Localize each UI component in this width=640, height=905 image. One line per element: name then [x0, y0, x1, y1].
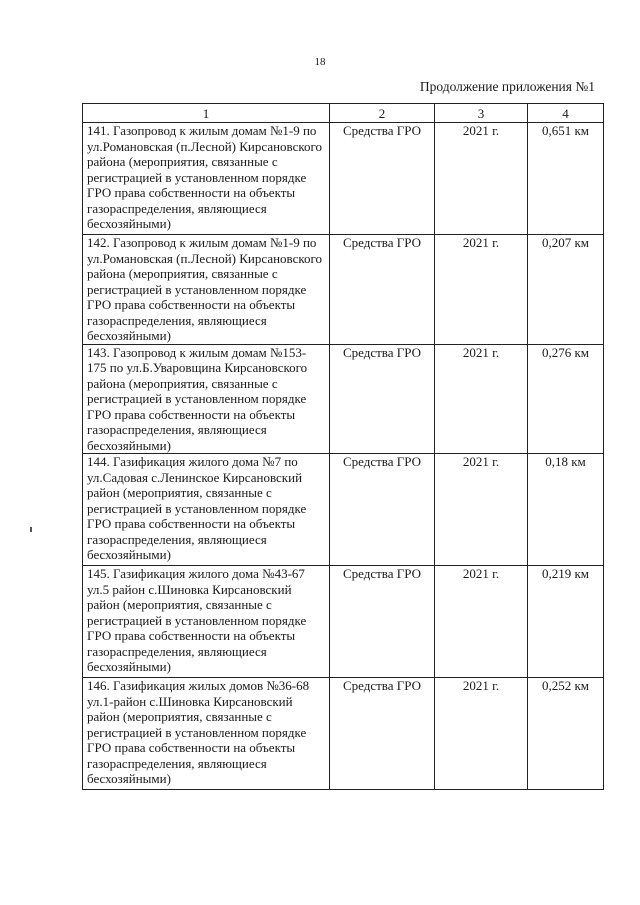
object-description-cell: 142. Газопровод к жилым домам №1-9 по ул.Романовская (п.Лесной) Кирсановского района (мероприятия, связанные с регистрацией в установленном порядке ГРО права собственности на объекты газораспределения, являющиеся бесхозяйными)	[83, 235, 330, 345]
column-header-1: 1	[83, 104, 330, 123]
length-cell: 0,18 км	[528, 454, 604, 566]
table-header-row	[83, 104, 604, 123]
length-cell: 0,276 км	[528, 344, 604, 454]
table-row	[83, 344, 604, 454]
page-number: 18	[314, 56, 326, 68]
column-header-2: 2	[330, 104, 435, 123]
appendix-table	[82, 103, 604, 790]
year-cell: 2021 г.	[435, 566, 528, 678]
funding-source-cell: Средства ГРО	[330, 678, 435, 790]
table-row	[83, 235, 604, 345]
object-description-cell: 141. Газопровод к жилым домам №1-9 по ул.Романовская (п.Лесной) Кирсановского района (мероприятия, связанные с регистрацией в установленном порядке ГРО права собственности на объекты газораспределения, являющиеся бесхозяйными)	[83, 123, 330, 235]
object-description-cell: 144. Газификация жилого дома №7 по ул.Садовая с.Ленинское Кирсановский район (мероприятия, связанные с регистрацией в установленном порядке ГРО права собственности на объекты газораспределения, являющиеся бесхозяйными)	[83, 454, 330, 566]
table-row	[83, 678, 604, 790]
year-cell: 2021 г.	[435, 235, 528, 345]
length-cell: 0,252 км	[528, 678, 604, 790]
funding-source-cell: Средства ГРО	[330, 123, 435, 235]
margin-mark	[30, 527, 32, 532]
table-row	[83, 566, 604, 678]
funding-source-cell: Средства ГРО	[330, 344, 435, 454]
appendix-continuation-caption: Продолжение приложения №1	[419, 79, 595, 94]
table-row	[83, 123, 604, 235]
funding-source-cell: Средства ГРО	[330, 454, 435, 566]
funding-source-cell: Средства ГРО	[330, 566, 435, 678]
year-cell: 2021 г.	[435, 454, 528, 566]
length-cell: 0,651 км	[528, 123, 604, 235]
funding-source-cell: Средства ГРО	[330, 235, 435, 345]
object-description-cell: 143. Газопровод к жилым домам №153-175 по ул.Б.Уваровщина Кирсановского района (мероприятия, связанные с регистрацией в установленном порядке ГРО права собственности на объекты газораспределения, являющиеся бесхозяйными)	[83, 344, 330, 454]
column-header-3: 3	[435, 104, 528, 123]
object-description-cell: 146. Газификация жилых домов №36-68 ул.1-район с.Шиновка Кирсановский район (мероприятия, связанные с регистрацией в установленном порядке ГРО права собственности на объекты газораспределения, являющиеся бесхозяйными)	[83, 678, 330, 790]
year-cell: 2021 г.	[435, 344, 528, 454]
year-cell: 2021 г.	[435, 678, 528, 790]
table-row	[83, 454, 604, 566]
column-header-4: 4	[528, 104, 604, 123]
length-cell: 0,219 км	[528, 566, 604, 678]
year-cell: 2021 г.	[435, 123, 528, 235]
length-cell: 0,207 км	[528, 235, 604, 345]
object-description-cell: 145. Газификация жилого дома №43-67 ул.5 район с.Шиновка Кирсановский район (мероприятия, связанные с регистрацией в установленном порядке ГРО права собственности на объекты газораспределения, являющиеся бесхозяйными)	[83, 566, 330, 678]
